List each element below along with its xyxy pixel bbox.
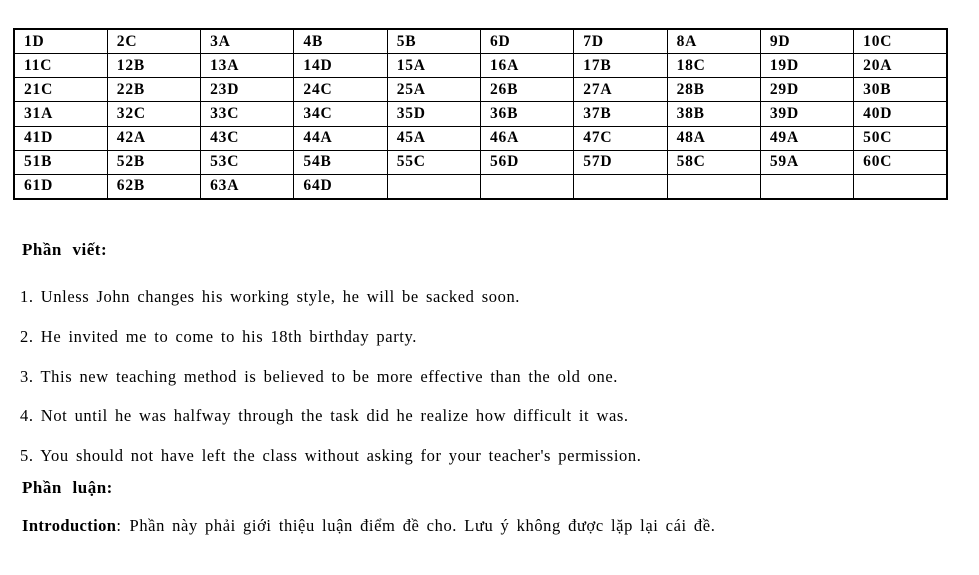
answer-cell: 40D xyxy=(854,102,947,126)
answer-cell: 35D xyxy=(387,102,480,126)
answer-cell: 20A xyxy=(854,54,947,78)
answer-cell: 49A xyxy=(760,126,853,150)
answer-cell: 30B xyxy=(854,78,947,102)
answer-cell: 17B xyxy=(574,54,667,78)
writing-item-4: 4. Not until he was halfway through the task did he realize how difficult it was. xyxy=(20,406,629,425)
answer-cell-empty xyxy=(667,174,760,199)
answer-cell: 36B xyxy=(480,102,573,126)
answer-cell: 48A xyxy=(667,126,760,150)
answer-cell: 12B xyxy=(107,54,200,78)
answer-row xyxy=(14,126,947,150)
answer-cell: 42A xyxy=(107,126,200,150)
answer-row xyxy=(14,54,947,78)
answer-cell-empty xyxy=(480,174,573,199)
answer-cell: 46A xyxy=(480,126,573,150)
answer-cell: 50C xyxy=(854,126,947,150)
writing-item-2: 2. He invited me to come to his 18th birthday party. xyxy=(20,327,417,346)
answer-key-table xyxy=(13,28,948,200)
answer-row xyxy=(14,29,947,54)
answer-cell: 52B xyxy=(107,150,200,174)
answer-cell: 2C xyxy=(107,29,200,54)
answer-cell: 8A xyxy=(667,29,760,54)
answer-cell: 3A xyxy=(201,29,294,54)
answer-cell: 22B xyxy=(107,78,200,102)
answer-cell: 53C xyxy=(201,150,294,174)
answer-cell: 43C xyxy=(201,126,294,150)
answer-cell: 26B xyxy=(480,78,573,102)
answer-cell: 61D xyxy=(14,174,107,199)
answer-row xyxy=(14,102,947,126)
answer-cell: 4B xyxy=(294,29,387,54)
answer-cell-empty xyxy=(387,174,480,199)
answer-cell: 41D xyxy=(14,126,107,150)
answer-cell: 58C xyxy=(667,150,760,174)
answer-cell: 38B xyxy=(667,102,760,126)
answer-cell: 54B xyxy=(294,150,387,174)
answer-cell: 9D xyxy=(760,29,853,54)
answer-cell: 37B xyxy=(574,102,667,126)
writing-item-5: 5. You should not have left the class without asking for your teacher's permission. xyxy=(20,446,642,465)
answer-cell: 29D xyxy=(760,78,853,102)
answer-cell: 56D xyxy=(480,150,573,174)
answer-cell: 19D xyxy=(760,54,853,78)
answer-cell: 64D xyxy=(294,174,387,199)
answer-cell: 21C xyxy=(14,78,107,102)
answer-row xyxy=(14,150,947,174)
answer-row xyxy=(14,78,947,102)
answer-cell-empty xyxy=(760,174,853,199)
answer-cell: 59A xyxy=(760,150,853,174)
answer-cell: 1D xyxy=(14,29,107,54)
answer-cell: 7D xyxy=(574,29,667,54)
essay-intro-separator: : xyxy=(116,516,122,535)
answer-cell: 63A xyxy=(201,174,294,199)
answer-cell: 55C xyxy=(387,150,480,174)
answer-cell: 45A xyxy=(387,126,480,150)
answer-cell: 14D xyxy=(294,54,387,78)
writing-item-1: 1. Unless John changes his working style, he will be sacked soon. xyxy=(20,287,521,306)
answer-cell: 51B xyxy=(14,150,107,174)
answer-cell: 23D xyxy=(201,78,294,102)
essay-intro-label: Introduction xyxy=(22,516,117,535)
answer-cell: 15A xyxy=(387,54,480,78)
answer-cell: 10C xyxy=(854,29,947,54)
answer-cell-empty xyxy=(854,174,947,199)
answer-cell: 13A xyxy=(201,54,294,78)
answer-cell: 62B xyxy=(107,174,200,199)
answer-cell: 39D xyxy=(760,102,853,126)
answer-cell: 28B xyxy=(667,78,760,102)
answer-cell: 27A xyxy=(574,78,667,102)
answer-key-table-body xyxy=(14,29,947,199)
answer-cell: 57D xyxy=(574,150,667,174)
essay-section-heading: Phần luận: xyxy=(22,478,113,497)
answer-cell: 25A xyxy=(387,78,480,102)
answer-cell: 18C xyxy=(667,54,760,78)
answer-cell-empty xyxy=(574,174,667,199)
writing-item-3: 3. This new teaching method is believed to be more effective than the old one. xyxy=(20,367,619,386)
answer-cell: 16A xyxy=(480,54,573,78)
answer-cell: 47C xyxy=(574,126,667,150)
answer-cell: 6D xyxy=(480,29,573,54)
answer-cell: 44A xyxy=(294,126,387,150)
answer-cell: 31A xyxy=(14,102,107,126)
answer-cell: 24C xyxy=(294,78,387,102)
answer-cell: 32C xyxy=(107,102,200,126)
writing-section-heading: Phần viết: xyxy=(22,240,108,259)
answer-cell: 33C xyxy=(201,102,294,126)
essay-intro-text: Phần này phải giới thiệu luận điểm đề cho. Lưu ý không được lặp lại cái đề. xyxy=(129,516,716,535)
answer-cell: 11C xyxy=(14,54,107,78)
essay-intro-line xyxy=(22,515,715,536)
answer-row xyxy=(14,174,947,199)
answer-cell: 60C xyxy=(854,150,947,174)
answer-cell: 34C xyxy=(294,102,387,126)
answer-cell: 5B xyxy=(387,29,480,54)
